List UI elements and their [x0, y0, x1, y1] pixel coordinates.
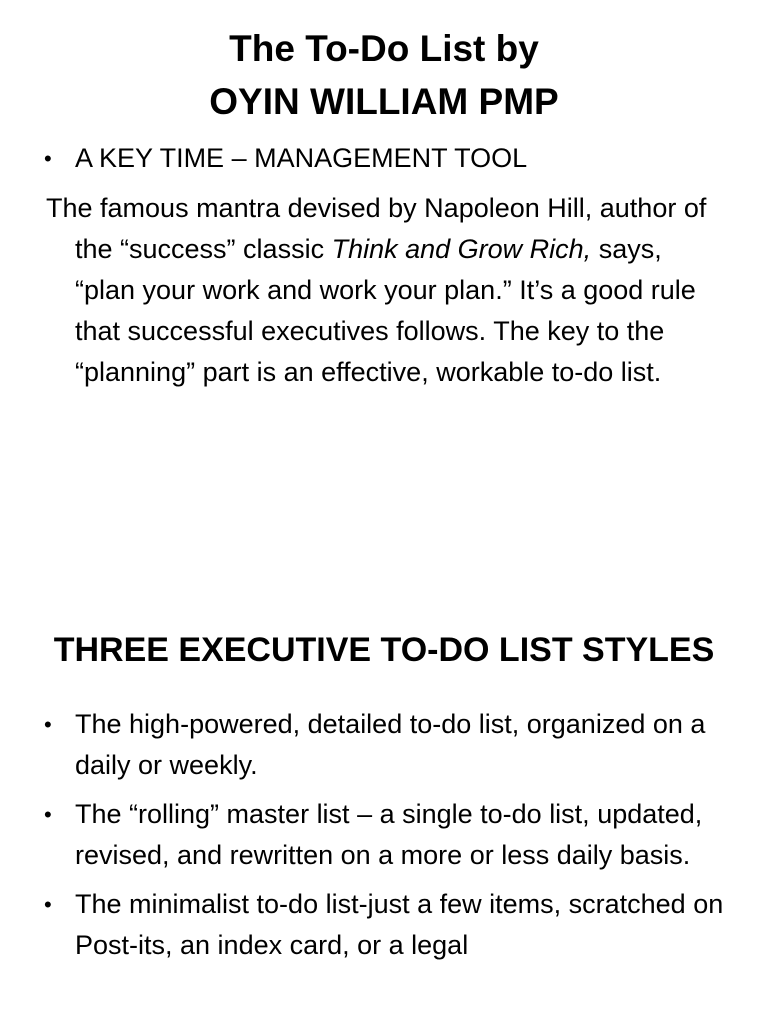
list-item — [0, 884, 768, 966]
styles-list — [0, 704, 768, 966]
slide-2-title: THREE EXECUTIVE TO-DO LIST STYLES — [53, 631, 715, 669]
key-tool-bullet — [0, 138, 768, 179]
list-item-text: The high-powered, detailed to-do list, organized on a daily or weekly. — [75, 709, 706, 780]
bullet-text: A KEY TIME – MANAGEMENT TOOL — [75, 143, 528, 173]
paragraph-text-end: says, “plan your work and work your plan.” It’s a good rule that successful executives follows. The key to the “planning” part is an effective, workable to-do list. — [75, 234, 696, 387]
list-item — [0, 704, 768, 786]
title-line-2: OYIN WILLIAM PMP — [209, 81, 559, 122]
paragraph-text-start: The famous mantra devised by Napoleon Hill, author of the “success” classic — [46, 193, 707, 264]
bullet-dot: • — [44, 802, 52, 827]
list-item-text: The minimalist to-do list-just a few items, scratched on Post-its, an index card, or a legal — [75, 889, 724, 960]
bullet-dot: • — [44, 892, 52, 917]
book-title: Think and Grow Rich, — [331, 234, 592, 264]
list-item-text: The “rolling” master list – a single to-do list, updated, revised, and rewritten on a more or less daily basis. — [75, 799, 703, 870]
title-line-1: The To-Do List by — [229, 28, 539, 69]
intro-paragraph — [0, 188, 768, 393]
slide-2 — [0, 560, 768, 1024]
bullet-dot: • — [44, 712, 52, 737]
slide-1-title — [0, 0, 768, 128]
list-item — [0, 794, 768, 876]
bullet-dot: • — [44, 146, 52, 171]
